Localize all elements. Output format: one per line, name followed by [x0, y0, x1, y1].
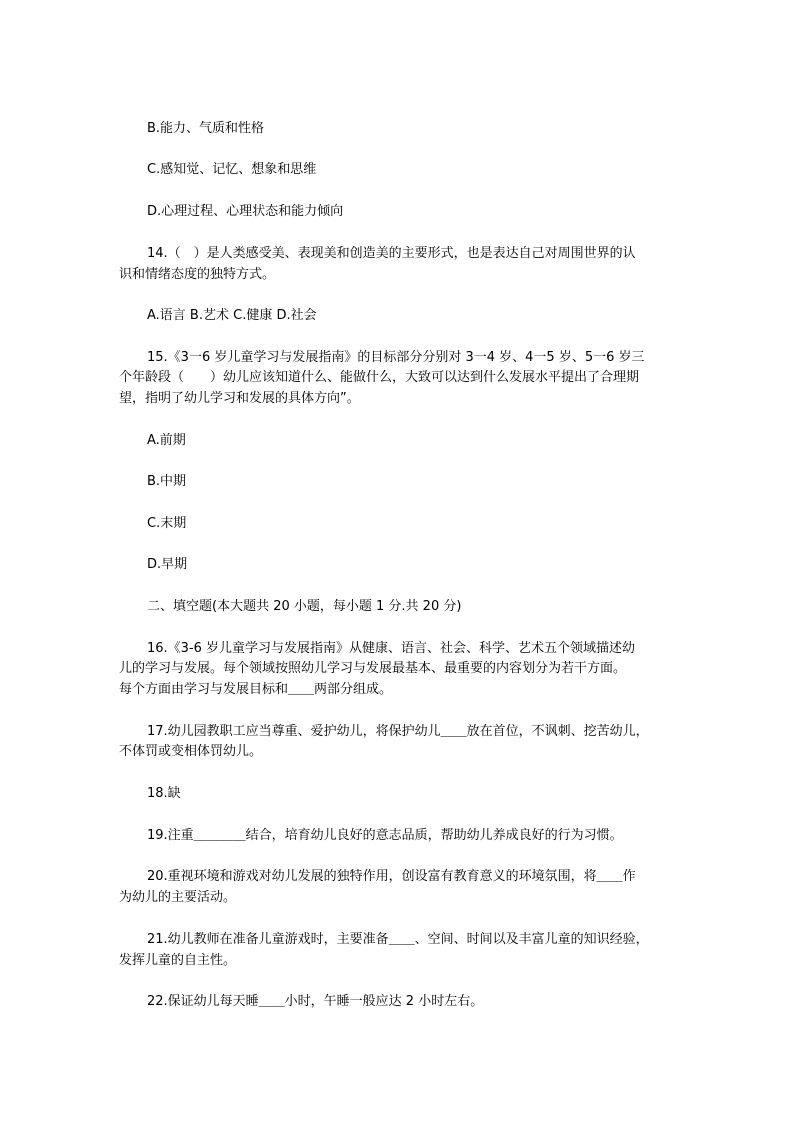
question-16-line-2: 儿的学习与发展。每个领域按照幼儿学习与发展最基本、最重要的内容划分为若干方面。 [119, 661, 627, 676]
question-16-line-1: 16.《3-6 岁儿童学习与发展指南》从健康、语言、社会、科学、艺术五个领域描述幼 [147, 641, 636, 656]
question-20-line-2: 为幼儿的主要活动。 [119, 890, 237, 905]
question-15-line-3: 望，指明了幼儿学习和发展的具体方向”。 [119, 391, 360, 406]
question-16-line-3: 每个方面由学习与发展目标和＿＿两部分组成。 [119, 682, 393, 697]
question-21-line-1: 21.幼儿教师在准备儿童游戏时，主要准备＿＿、空间、时间以及丰富儿童的知识经验， [147, 932, 649, 947]
question-15-line-2: 个年龄段（ ）幼儿应该知道什么、能做什么，大致可以达到什么发展水平提出了合理期 [119, 370, 640, 385]
question-19-line: 19.注重＿＿＿＿结合，培育幼儿良好的意志品质，帮助幼儿养成良好的行为习惯。 [147, 828, 623, 843]
option-c-line: C.感知觉、记忆、想象和思维 [147, 162, 317, 177]
question-20-line-1: 20.重视环境和游戏对幼儿发展的独特作用，创设富有教育意义的环境氛围，将＿＿作 [147, 869, 636, 884]
question-14-line-2: 识和情绪态度的独特方式。 [119, 267, 276, 282]
question-18-line: 18.缺 [147, 786, 181, 801]
question-22-line: 22.保证幼儿每天睡＿＿小时，午睡一般应达 2 小时左右。 [147, 994, 484, 1009]
question-14-options: A.语言 B.艺术 C.健康 D.社会 [147, 308, 317, 323]
question-21-line-2: 发挥儿童的自主性。 [119, 953, 237, 968]
question-17-line-2: 不体罚或变相体罚幼儿。 [119, 744, 263, 759]
question-14-line-1: 14.（ ）是人类感受美、表现美和创造美的主要形式，也是表达自己对周围世界的认 [147, 246, 636, 261]
option-b-line: B.能力、气质和性格 [147, 121, 265, 136]
question-17-line-1: 17.幼儿园教职工应当尊重、爱护幼儿，将保护幼儿＿＿放在首位，不讽刺、挖苦幼儿， [147, 724, 649, 739]
question-15-option-a: A.前期 [147, 433, 186, 448]
question-15-option-c: C.末期 [147, 516, 187, 531]
option-d-line: D.心理过程、心理状态和能力倾向 [147, 204, 344, 219]
question-15-option-d: D.早期 [147, 557, 188, 572]
question-15-option-b: B.中期 [147, 474, 187, 489]
section-heading: 二、填空题(本大题共 20 小题，每小题 1 分.共 20 分) [147, 599, 462, 614]
question-15-line-1: 15.《3一6 岁儿童学习与发展指南》的目标部分分别对 3一4 岁、4一5 岁、5一6 岁三 [147, 350, 645, 365]
